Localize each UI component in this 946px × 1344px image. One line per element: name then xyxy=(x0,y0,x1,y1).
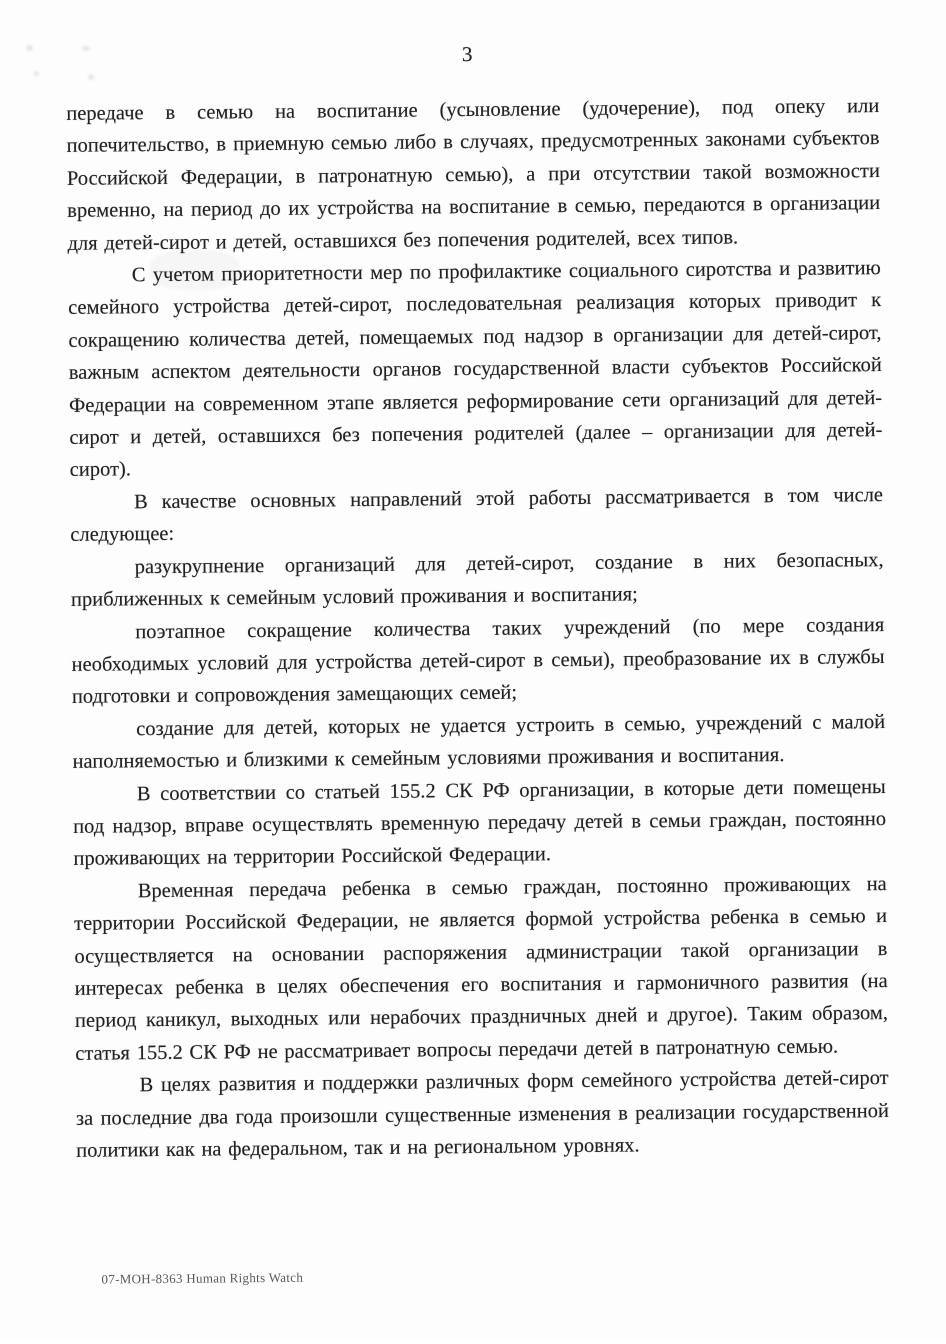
paragraph: Временная передача ребенка в семью граждан, постоянно проживающих на территории Российской Федерации, не является формой устройства ребенка в семью и осуществляется на основании распоряжения администрации такой организации в интересах ребенка в целях обеспечения его воспитания и гармоничного развития (на период каникул, выходных или нерабочих праздничных дней и другое). Таким образом, статья 155.2 СК РФ не рассматривает вопросы передачи детей в патронатную семью. xyxy=(73,872,889,1065)
paragraph: С учетом приоритетности мер по профилактике социального сиротства и развитию семейного устройства детей-сирот, последовательная реализация которых приводит к сокращению количества детей, помещаемых под надзор в организации для детей-сирот, важным аспектом деятельности органов государственной власти субъектов Российской Федерации на современном этапе является реформирование сети организаций для детей-сирот и детей, оставшихся без попечения родителей (далее – организации для детей-сирот). xyxy=(68,257,883,482)
paragraph: поэтапное сокращение количества таких учреждений (по мере создания необходимых условий для устройства детей-сирот в семьи), преобразование их в службы подготовки и сопровождения замещающих семей; xyxy=(71,613,885,709)
paragraph: В целях развития и поддержки различных форм семейного устройства детей-сирот за последние два года произошли существенные изменения в реализации государственной политики как на федеральном, так и на региональном уровнях. xyxy=(75,1067,890,1162)
document-body xyxy=(66,90,889,1167)
page-number: 3 xyxy=(461,41,474,67)
paragraph: создание для детей, которых не удается устроить в семью, учреждений с малой наполняемостью и близкими к семейным условиями проживания и воспитания. xyxy=(72,710,886,773)
paragraph: В соответствии со статьей 155.2 СК РФ организации, в которые дети помещены под надзор, вправе осуществлять временную передачу детей в семьи граждан, постоянно проживающих на территории Российской Федерации. xyxy=(73,775,887,871)
bates-stamp: 07-MOH-8363 Human Rights Watch xyxy=(101,1269,304,1287)
paragraph: разукрупнение организаций для детей-сирот, создание в них безопасных, приближенных к семейным условий проживания и воспитания; xyxy=(70,548,884,611)
paragraph: передаче в семью на воспитание (усыновление (удочерение), под опеку или попечительство, в приемную семью либо в случаях, предусмотренных законами субъектов Российской Федерации, в патронатную семью), а при отсутствии такой возможности временно, на период до их устройства на воспитание в семью, передаются в организации для детей-сирот и детей, оставшихся без попечения родителей, всех типов. xyxy=(66,95,881,255)
paragraph: В качестве основных направлений этой работы рассматривается в том числе следующее: xyxy=(70,483,884,547)
